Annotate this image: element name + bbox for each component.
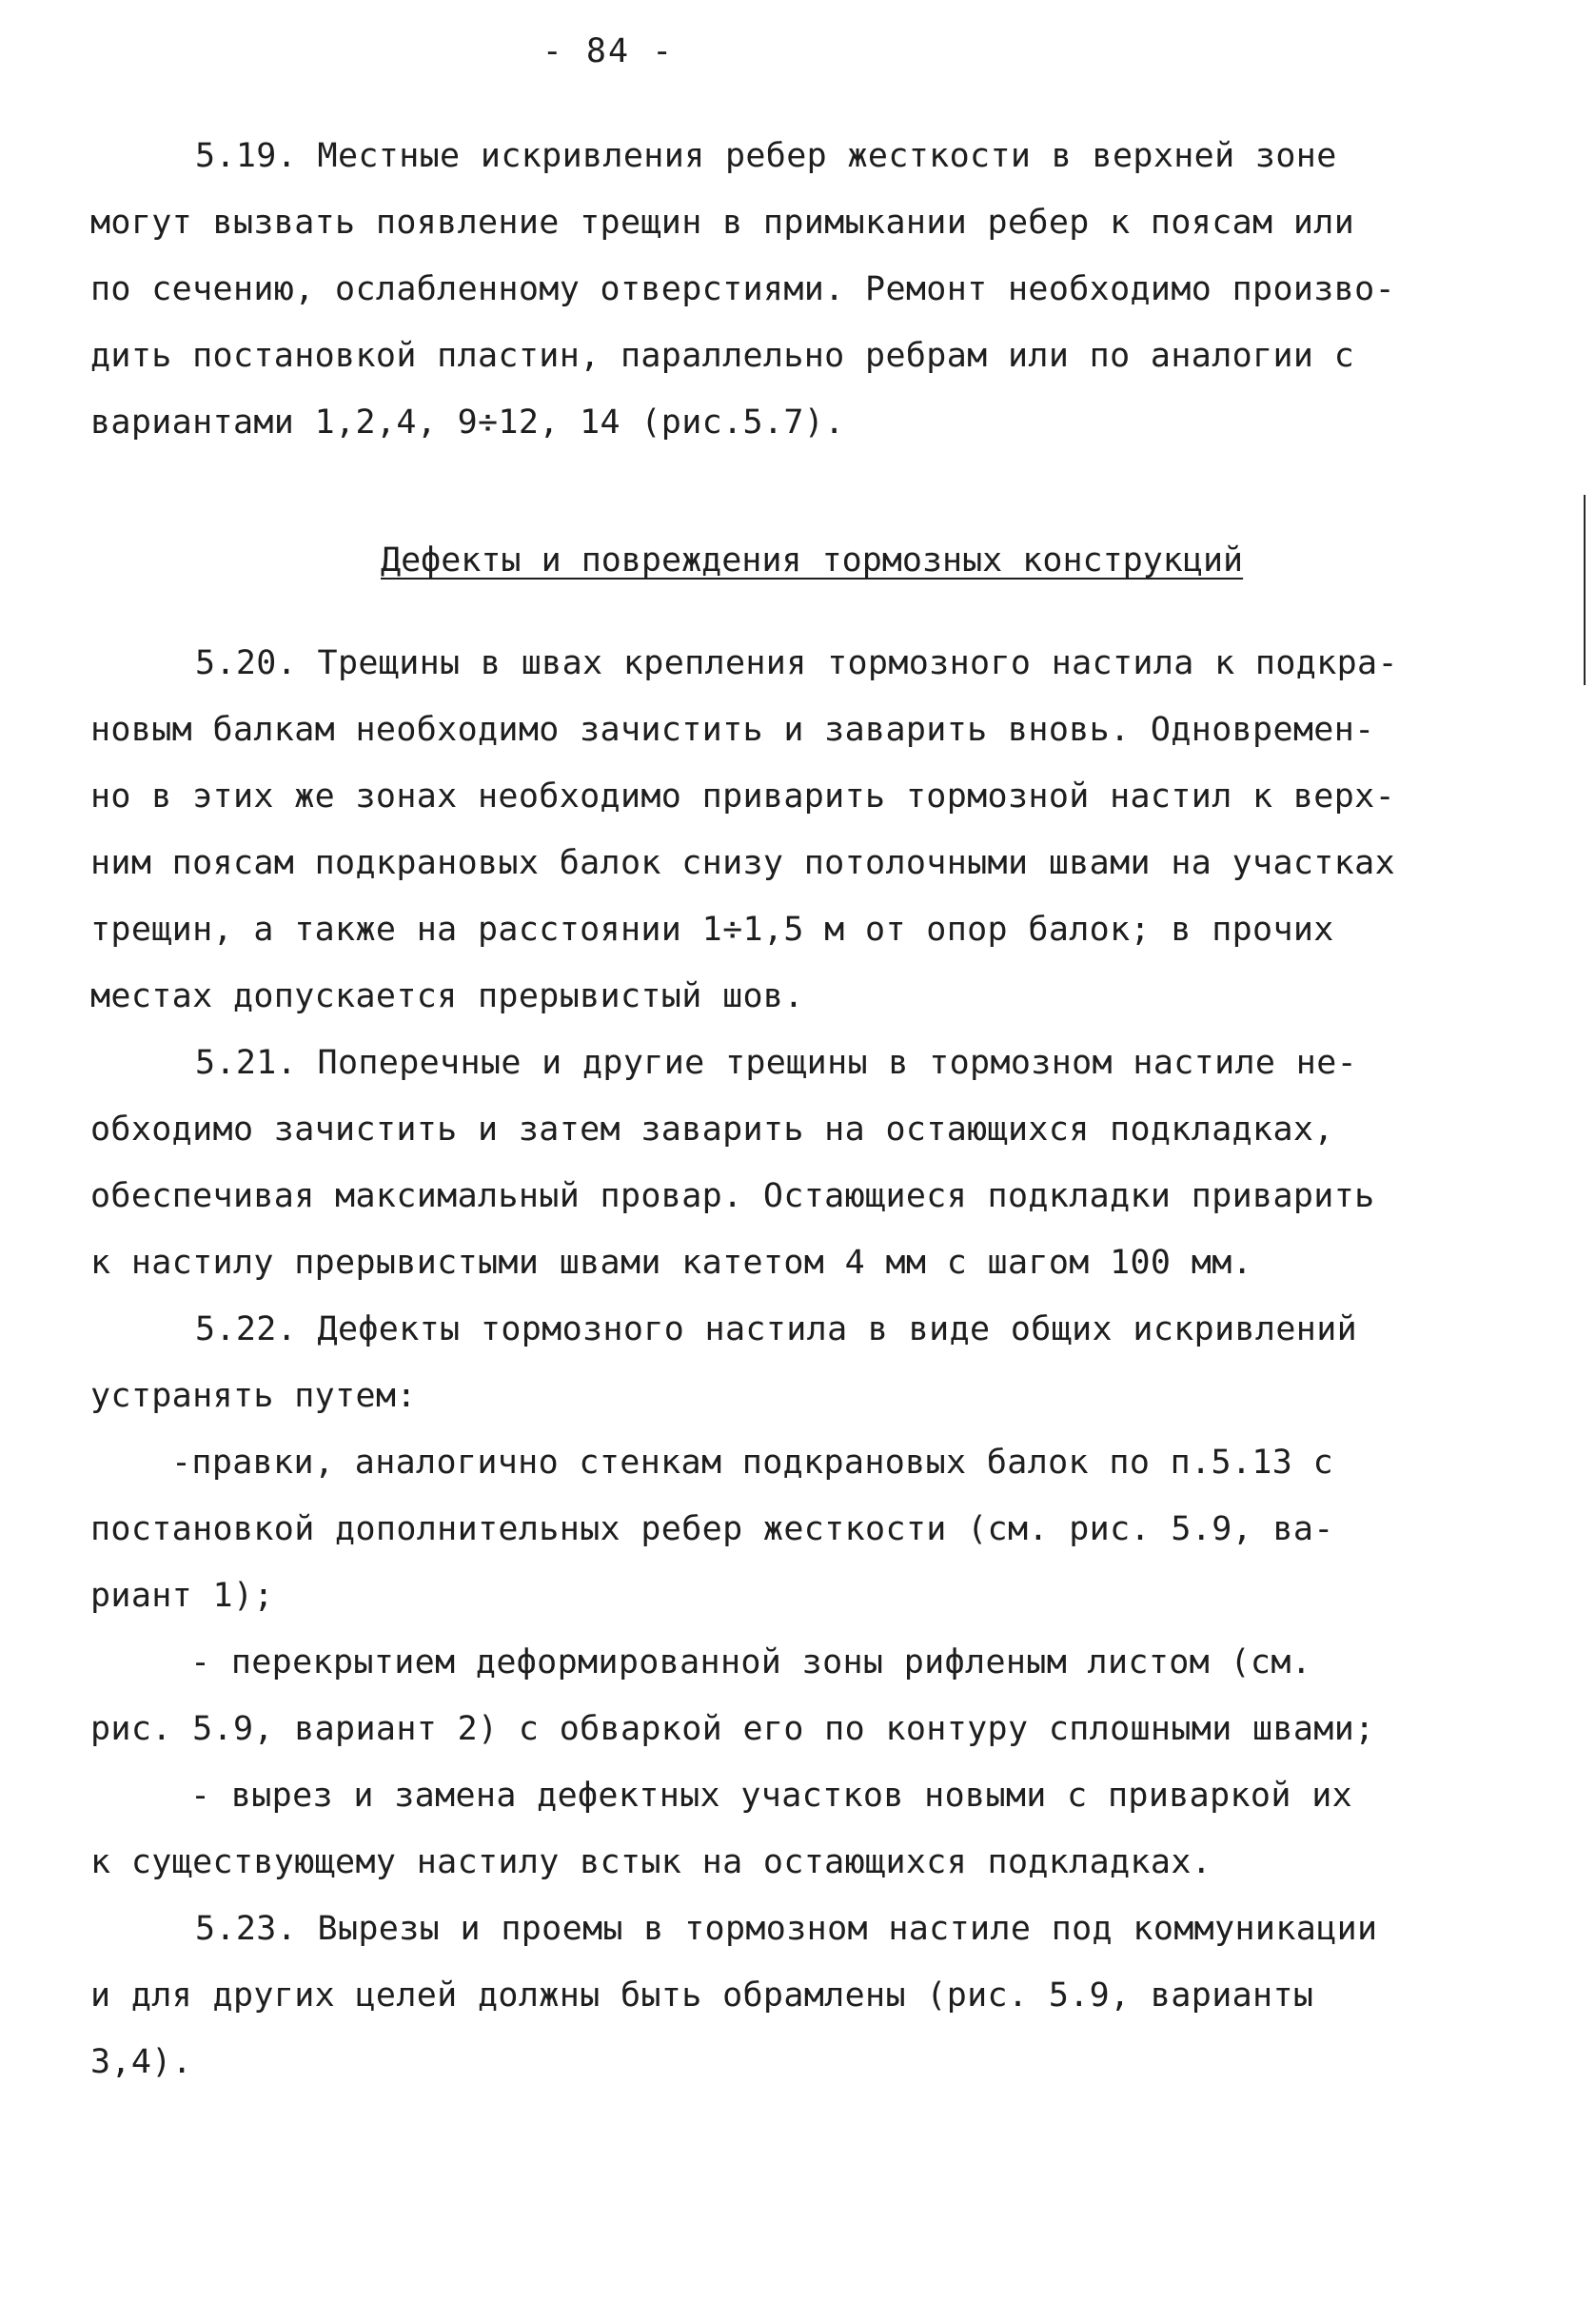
- text-line: обеспечивая максимальный провар. Остающиеся подкладки приварить: [90, 1177, 1375, 1215]
- text-line: к существующему настилу встык на остающихся подкладках.: [90, 1843, 1212, 1881]
- text-line: новым балкам необходимо зачистить и заварить вновь. Одновремен-: [90, 711, 1375, 749]
- text-line: и для других целей должны быть обрамлены (рис. 5.9, варианты: [90, 1976, 1314, 2015]
- text-line: по сечению, ослабленному отверстиями. Ремонт необходимо произво-: [90, 270, 1395, 308]
- text-line: обходимо зачистить и затем заварить на остающихся подкладках,: [90, 1111, 1334, 1149]
- text-line: -правки, аналогично стенкам подкрановых балок по п.5.13 с: [171, 1444, 1334, 1482]
- text-line: но в этих же зонах необходимо приварить тормозной настил к верх-: [90, 777, 1395, 816]
- text-line: устранять путем:: [90, 1377, 417, 1415]
- text-line: могут вызвать появление трещин в примыкании ребер к поясам или: [90, 204, 1355, 242]
- text-line: к настилу прерывистыми швами катетом 4 мм с шагом 100 мм.: [90, 1244, 1253, 1282]
- page-number: - 84 -: [542, 32, 675, 70]
- scan-margin-mark: [1584, 495, 1586, 685]
- text-line: риант 1);: [90, 1577, 274, 1615]
- text-line: 5.20. Трещины в швах крепления тормозного настила к подкра-: [195, 644, 1398, 682]
- text-line: 5.23. Вырезы и проемы в тормозном настиле под коммуникации: [195, 1910, 1378, 1948]
- text-line: постановкой дополнительных ребер жесткости (см. рис. 5.9, ва-: [90, 1510, 1334, 1548]
- text-line: трещин, а также на расстоянии 1÷1,5 м от опор балок; в прочих: [90, 911, 1334, 949]
- text-line: 3,4).: [90, 2043, 193, 2081]
- section-heading: Дефекты и повреждения тормозных конструкций: [381, 541, 1244, 580]
- text-line: 5.21. Поперечные и другие трещины в тормозном настиле не-: [195, 1044, 1358, 1082]
- text-line: вариантами 1,2,4, 9÷12, 14 (рис.5.7).: [90, 403, 845, 442]
- text-line: 5.19. Местные искривления ребер жесткости в верхней зоне: [195, 137, 1337, 175]
- text-line: - вырез и замена дефектных участков новыми с приваркой их: [190, 1777, 1353, 1815]
- text-line: дить постановкой пластин, параллельно ребрам или по аналогии с: [90, 337, 1355, 375]
- text-line: - перекрытием деформированной зоны рифленым листом (см.: [190, 1643, 1312, 1681]
- text-line: ним поясам подкрановых балок снизу потолочными швами на участках: [90, 844, 1395, 882]
- text-line: местах допускается прерывистый шов.: [90, 977, 804, 1015]
- text-line: 5.22. Дефекты тормозного настила в виде общих искривлений: [195, 1310, 1358, 1348]
- text-line: рис. 5.9, вариант 2) с обваркой его по контуру сплошными швами;: [90, 1710, 1375, 1748]
